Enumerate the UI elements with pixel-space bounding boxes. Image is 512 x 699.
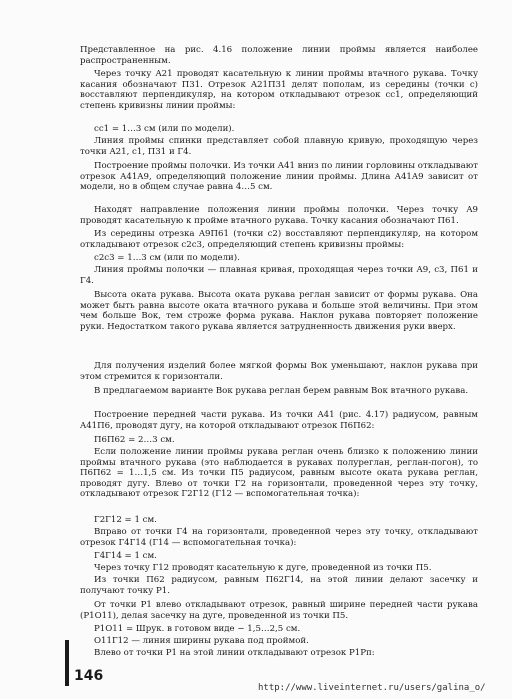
formula-line: П6П62 = 2…3 см. — [94, 435, 175, 445]
body-paragraph: Представленное на рис. 4.16 положение линии проймы является наиболее распространенным. — [80, 45, 478, 66]
body-paragraph: Если положение линии проймы рукава реглан очень близко к положению линии проймы втачного рукава (это наблюдается в рукавах полуреглан, реглан-погон), то П6П62 = 1…1,5 см. Из точки П5 радиусом, равным высоте оката рукава реглан, проводят дугу. Влево от точки Г2 на горизонтали, проведенной через эту точку, откладывают отрезок Г2Г12 (Г12 — вспомогательная точка): — [80, 447, 478, 500]
body-paragraph: От точки P1 влево откладывают отрезок, равный ширине передней части рукава (P1O11), делая засечку на дуге, проведенной из точки П5. — [80, 600, 478, 621]
body-paragraph: Из точки П62 радиусом, равным П62Г14, на этой линии делают засечку и получают точку P1. — [80, 575, 478, 596]
page-edge-bar — [65, 640, 69, 686]
body-paragraph: Находят направление положения линии проймы полочки. Через точку A9 проводят касательную к пройме втачного рукава. Точку касания обозначают П61. — [80, 205, 478, 226]
formula-line: P1O11 = Шрук. в готовом виде − 1,5…2,5 см. — [94, 624, 301, 634]
body-paragraph: Из середины отрезка A9П61 (точки c2) восставляют перпендикуляр, на котором откладывают отрезок c2c3, определяющий степень кривизны проймы: — [80, 229, 478, 250]
body-paragraph: Высота оката рукава. Высота оката рукава реглан зависит от формы рукава. Она может быть равна высоте оката втачного рукава и больше этой величины. При этом чем больше Bок, тем строже форма рукава. Наклон рукава повторяет положение руки. Недостатком такого рукава является затрудненность движения руки вверх. — [80, 290, 478, 332]
formula-line: O11Г12 — линия ширины рукава под проймой. — [94, 636, 309, 646]
formula-line: c2c3 = 1…3 см (или по модели). — [94, 253, 240, 263]
body-paragraph: Влево от точки P1 на этой линии откладывают отрезок P1Pп: — [94, 648, 375, 658]
body-paragraph: Линия проймы полочки — плавная кривая, проходящая через точки A9, c3, П61 и Г4. — [80, 265, 478, 286]
body-paragraph: Для получения изделий более мягкой формы Bок уменьшают, наклон рукава при этом стремится к горизонтали. — [80, 361, 478, 382]
source-url-watermark: http://www.liveinternet.ru/users/galina_o/ — [258, 683, 486, 693]
formula-line: cc1 = 1…3 см (или по модели). — [94, 124, 235, 134]
body-paragraph: Вправо от точки Г4 на горизонтали, проведенной через эту точку, откладывают отрезок Г4Г14 (Г14 — вспомогательная точка): — [80, 527, 478, 548]
body-paragraph: Построение передней части рукава. Из точки A41 (рис. 4.17) радиусом, равным A41П6, проводят дугу, на которой откладывают отрезок П6П62: — [80, 410, 478, 431]
page-number: 146 — [74, 668, 104, 684]
body-paragraph: Линия проймы спинки представляет собой плавную кривую, проходящую через точки A21, c1, П31 и Г4. — [80, 136, 478, 157]
body-paragraph: Построение проймы полочки. Из точки A41 вниз по линии горловины откладывают отрезок A41A9, определяющий положение линии проймы. Длина A41A9 зависит от модели, но в общем случае равна 4…5 см. — [80, 161, 478, 193]
body-paragraph: Через точку A21 проводят касательную к линии проймы втачного рукава. Точку касания обозначают П31. Отрезок A21П31 делят пополам, из середины (точки с) восставляют перпендикуляр, на котором откладывают отрезок cc1, определяющий степень кривизны линии проймы: — [80, 69, 478, 111]
formula-line: Г2Г12 = 1 см. — [94, 515, 157, 525]
formula-line: Г4Г14 = 1 см. — [94, 551, 157, 561]
body-paragraph: В предлагаемом варианте Bок рукава реглан берем равным Bок втачного рукава. — [94, 386, 469, 396]
body-paragraph: Через точку Г12 проводят касательную к дуге, проведенной из точки П5. — [94, 563, 432, 573]
